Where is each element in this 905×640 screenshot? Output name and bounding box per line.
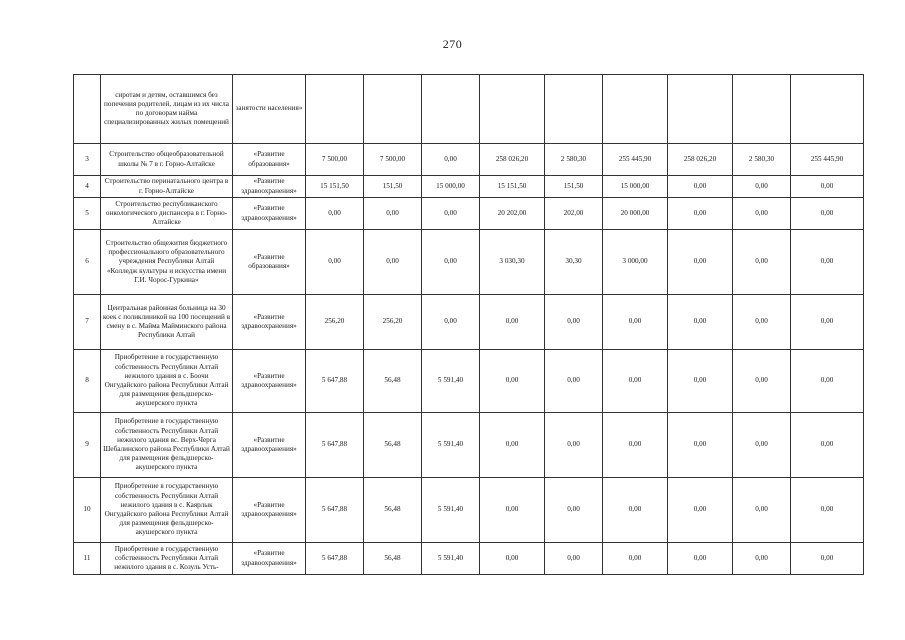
amount-cell: 5 591,40 [422,543,480,575]
amount-cell: 0,00 [668,198,733,230]
table-row [74,176,864,198]
table-row [74,75,864,144]
amount-cell: 0,00 [791,478,864,543]
amount-cell: 0,00 [422,144,480,176]
amount-cell: 0,00 [791,295,864,350]
amount-cell: 7 500,00 [364,144,422,176]
amount-cell: 255 445,90 [603,144,668,176]
object-name-cell: Строительство общеобразовательной школы № 7 в г. Горно-Алтайске [101,144,233,176]
amount-cell: 0,00 [791,350,864,413]
amount-cell: 0,00 [733,350,791,413]
amount-cell: 0,00 [306,198,364,230]
row-number-cell: 9 [74,413,101,478]
program-cell: «Развитие здравоохранения» [233,413,306,478]
amount-cell: 0,00 [791,176,864,198]
row-number-cell [74,75,101,144]
row-number-cell: 8 [74,350,101,413]
program-cell: «Развитие здравоохранения» [233,295,306,350]
program-cell: «Развитие здравоохранения» [233,350,306,413]
amount-cell: 0,00 [545,478,603,543]
amount-cell: 0,00 [668,413,733,478]
program-cell: «Развитие образования» [233,144,306,176]
amount-cell: 5 647,88 [306,478,364,543]
amount-cell: 30,30 [545,230,603,295]
amount-cell: 5 647,88 [306,350,364,413]
program-cell: «Развитие здравоохранения» [233,543,306,575]
amount-cell: 56,48 [364,478,422,543]
program-cell: «Развитие здравоохранения» [233,176,306,198]
amount-cell: 256,20 [306,295,364,350]
amount-cell: 15 151,50 [480,176,545,198]
amount-cell: 151,50 [545,176,603,198]
amount-cell: 0,00 [733,478,791,543]
amount-cell: 0,00 [480,350,545,413]
amount-cell [306,75,364,144]
amount-cell: 15 000,00 [603,176,668,198]
amount-cell: 0,00 [733,543,791,575]
amount-cell: 0,00 [603,413,668,478]
amount-cell: 5 591,40 [422,350,480,413]
amount-cell: 5 591,40 [422,478,480,543]
row-number-cell: 5 [74,198,101,230]
object-name-cell: Строительство общежития бюджетного профессионального образовательного учреждения Республики Алтай «Колледж культуры и искусства имени Г.И. Чорос-Гуркина» [101,230,233,295]
amount-cell: 3 000,00 [603,230,668,295]
amount-cell: 0,00 [603,350,668,413]
program-cell: «Развитие здравоохранения» [233,478,306,543]
amount-cell: 0,00 [603,295,668,350]
amount-cell: 0,00 [364,230,422,295]
amount-cell: 56,48 [364,350,422,413]
table-row [74,413,864,478]
table-row [74,543,864,575]
amount-cell: 56,48 [364,413,422,478]
amount-cell: 258 026,20 [668,144,733,176]
amount-cell: 0,00 [733,413,791,478]
amount-cell: 0,00 [733,176,791,198]
program-cell: «Развитие образования» [233,230,306,295]
amount-cell: 0,00 [791,198,864,230]
amount-cell: 3 030,30 [480,230,545,295]
amount-cell: 5 647,88 [306,543,364,575]
amount-cell: 0,00 [668,230,733,295]
amount-cell: 0,00 [733,198,791,230]
row-number-cell: 4 [74,176,101,198]
amount-cell: 0,00 [668,478,733,543]
object-name-cell: Приобретение в государственную собственность Республики Алтай нежилого здания вс. Верх-Черга Шебалинского района Республики Алтай для размещения фельдшерско-акушерского пункта [101,413,233,478]
amount-cell: 0,00 [733,230,791,295]
amount-cell: 0,00 [603,543,668,575]
amount-cell: 5 591,40 [422,413,480,478]
page-number: 270 [442,37,463,51]
amount-cell: 0,00 [545,413,603,478]
row-number-cell: 11 [74,543,101,575]
amount-cell: 0,00 [422,295,480,350]
amount-cell: 20 202,00 [480,198,545,230]
amount-cell: 5 647,88 [306,413,364,478]
row-number-cell: 6 [74,230,101,295]
amount-cell [364,75,422,144]
program-cell: «Развитие здравоохранения» [233,198,306,230]
amount-cell: 0,00 [791,543,864,575]
table-row [74,230,864,295]
table-row [74,295,864,350]
amount-cell: 20 000,00 [603,198,668,230]
object-name-cell: Приобретение в государственную собственность Республики Алтай нежилого здания в с. Боочи Онгудайского района Республики Алтай для размещения фельдшерско-акушерского пункта [101,350,233,413]
amount-cell: 0,00 [668,176,733,198]
amount-cell: 0,00 [668,295,733,350]
amount-cell: 256,20 [364,295,422,350]
amount-cell: 15 000,00 [422,176,480,198]
table-row [74,144,864,176]
row-number-cell: 3 [74,144,101,176]
object-name-cell: Строительство перинатального центра в г. Горно-Алтайске [101,176,233,198]
table-row [74,478,864,543]
amount-cell: 2 580,30 [733,144,791,176]
amount-cell: 0,00 [422,230,480,295]
amount-cell: 0,00 [422,198,480,230]
budget-table [73,74,864,575]
table-row [74,198,864,230]
amount-cell: 258 026,20 [480,144,545,176]
amount-cell: 0,00 [668,543,733,575]
row-number-cell: 10 [74,478,101,543]
object-name-cell: Центральная районная больница на 30 коек с поликлиникой на 100 посещений в смену в с. Майма Майминского района Республики Алтай [101,295,233,350]
amount-cell [480,75,545,144]
table-row [74,350,864,413]
amount-cell: 255 445,90 [791,144,864,176]
amount-cell: 56,48 [364,543,422,575]
amount-cell: 0,00 [603,478,668,543]
amount-cell: 0,00 [480,543,545,575]
amount-cell: 0,00 [791,413,864,478]
amount-cell: 0,00 [733,295,791,350]
amount-cell [422,75,480,144]
amount-cell: 7 500,00 [306,144,364,176]
row-number-cell: 7 [74,295,101,350]
amount-cell: 202,00 [545,198,603,230]
amount-cell [668,75,733,144]
amount-cell: 0,00 [306,230,364,295]
amount-cell: 0,00 [480,295,545,350]
amount-cell [733,75,791,144]
amount-cell: 0,00 [480,478,545,543]
amount-cell: 15 151,50 [306,176,364,198]
object-name-cell: Строительство республиканского онкологического диспансера в г. Горно-Алтайске [101,198,233,230]
amount-cell: 0,00 [364,198,422,230]
amount-cell: 0,00 [545,350,603,413]
amount-cell: 0,00 [545,543,603,575]
object-name-cell: Приобретение в государственную собственность Республики Алтай нежилого здания в с. Козуль Усть- [101,543,233,575]
amount-cell: 2 580,30 [545,144,603,176]
object-name-cell: Приобретение в государственную собственность Республики Алтай нежилого здания в с. Каярлык Онгудайского района Республики Алтай для размещения фельдшерско-акушерского пункта [101,478,233,543]
amount-cell: 0,00 [545,295,603,350]
amount-cell: 151,50 [364,176,422,198]
amount-cell [545,75,603,144]
amount-cell: 0,00 [791,230,864,295]
amount-cell [791,75,864,144]
program-cell: занятости населения» [233,75,306,144]
object-name-cell: сиротам и детям, оставшимся без попечения родителей, лицам из их числа по договорам найма специализированных жилых помещений [101,75,233,144]
amount-cell [603,75,668,144]
amount-cell: 0,00 [480,413,545,478]
amount-cell: 0,00 [668,350,733,413]
